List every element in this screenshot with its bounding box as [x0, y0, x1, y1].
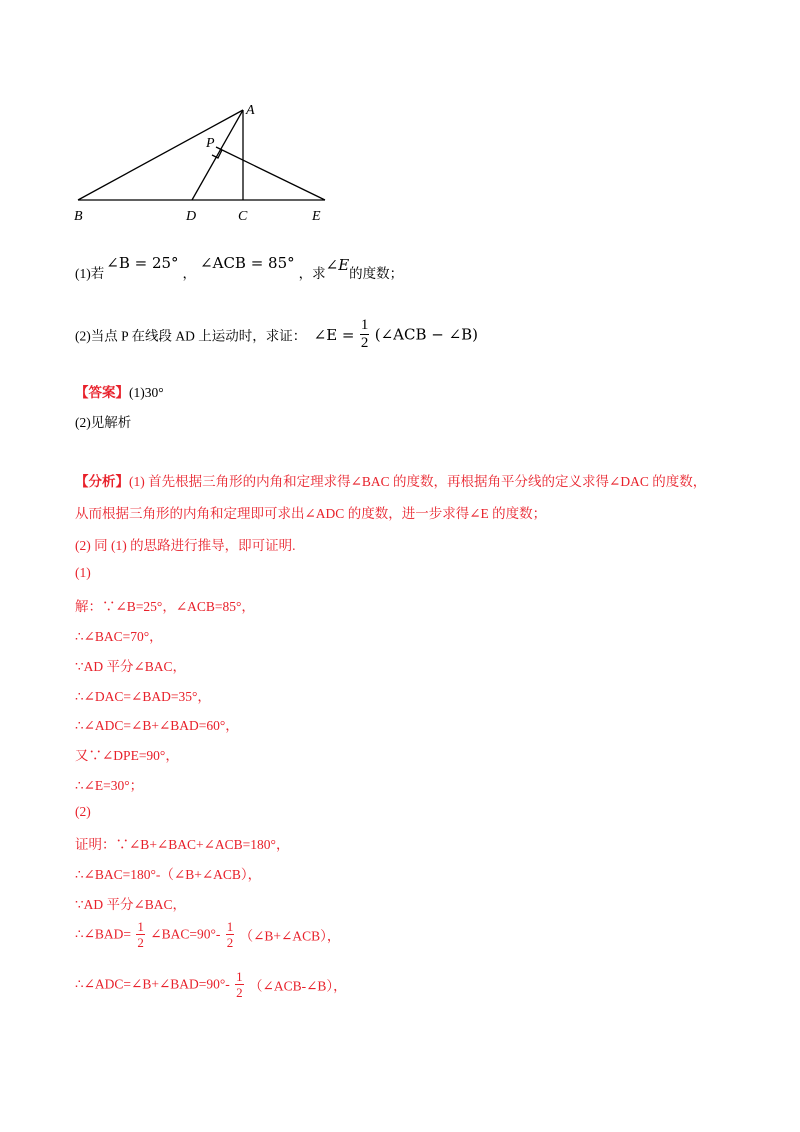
label-c: C	[238, 209, 248, 224]
fraction-half: $\frac{1}{2}$	[226, 919, 234, 950]
question-1	[75, 254, 404, 282]
solution-1-line-6: 又∵∠DPE=90°，	[75, 748, 179, 763]
solution-2-line-5: ∴∠ADC=∠B+∠BAD=90°- $\frac{1}{2}$ （∠ACB-∠B），	[75, 969, 347, 1000]
solution-1-line-4: ∴∠DAC=∠BAD=35°，	[75, 689, 211, 704]
segment-pe	[216, 147, 325, 200]
q1-expr-acb: ∠ACB = 85°	[200, 254, 295, 272]
q2-fraction: $\frac{1}{2}$	[360, 317, 369, 351]
q1-prefix: (1)若	[75, 266, 105, 281]
label-b: B	[74, 209, 83, 224]
solution-2-line-1: 证明：∵∠B+∠BAC+∠ACB=180°，	[75, 837, 290, 852]
label-p: P	[206, 136, 215, 151]
answer-line-1	[75, 381, 164, 401]
solution-2-line-2: ∴∠BAC=180°-（∠B+∠ACB），	[75, 867, 262, 882]
analysis-p1: (1) 首先根据三角形的内角和定理求得∠BAC 的度数，再根据角平分线的定义求得∠DAC 的度数，	[129, 474, 707, 489]
solution-1-line-1: 解：∵∠B=25°，∠ACB=85°，	[75, 599, 255, 614]
label-d: D	[186, 209, 197, 224]
q2-prefix: (2)当点 P 在线段 AD 上运动时，求证：	[75, 328, 307, 344]
s1-head: (1)	[75, 565, 91, 580]
answer-line-2	[75, 411, 131, 431]
q1-mid: ，求	[298, 266, 326, 281]
solution-2-head	[75, 804, 91, 820]
fraction-half: $\frac{1}{2}$	[236, 969, 243, 1000]
answer-1: (1)30°	[129, 385, 164, 400]
solution-2-line-4: ∴∠BAD= $\frac{1}{2}$ ∠BAC=90°- $\frac{1}{2}$ （∠B+∠ACB），	[75, 919, 341, 950]
q2-expr-right: (∠ACB − ∠B)	[374, 325, 479, 344]
segment-ba	[78, 110, 243, 200]
solution-1-line-3: ∵AD 平分∠BAC，	[75, 659, 187, 674]
answer-mark: 【答案】	[75, 385, 129, 400]
q1-expr-b: ∠B = 25°	[106, 254, 179, 272]
label-a: A	[246, 103, 255, 118]
label-e: E	[312, 209, 321, 224]
question-2	[75, 318, 478, 351]
answer-2: (2)见解析	[75, 415, 132, 430]
analysis-mark: 【分析】	[75, 474, 129, 489]
q1-sep: ，	[182, 266, 197, 281]
q1-suffix: 的度数；	[349, 266, 404, 281]
analysis-line-1	[75, 470, 706, 490]
triangle-figure	[60, 95, 360, 230]
solution-1-line-2: ∴∠BAC=70°，	[75, 629, 163, 644]
solution-1-head	[75, 565, 91, 581]
analysis-line-3	[75, 534, 295, 554]
q2-expr-left: ∠E =	[313, 325, 355, 344]
analysis-p3: (2) 同 (1) 的思路进行推导，即可证明.	[75, 538, 296, 553]
solution-1-line-5: ∴∠ADC=∠B+∠BAD=60°，	[75, 718, 239, 733]
analysis-line-2	[75, 502, 546, 522]
q1-expr-e: ∠E	[325, 256, 350, 274]
s2-head: (2)	[75, 804, 91, 819]
solution-2-line-3: ∵AD 平分∠BAC，	[75, 897, 187, 912]
fraction-half: $\frac{1}{2}$	[137, 919, 144, 950]
analysis-p2: 从而根据三角形的内角和定理即可求出∠ADC 的度数，进一步求得∠E 的度数；	[75, 506, 547, 521]
solution-1-line-7: ∴∠E=30°；	[75, 778, 144, 793]
right-angle-mark	[212, 150, 222, 158]
